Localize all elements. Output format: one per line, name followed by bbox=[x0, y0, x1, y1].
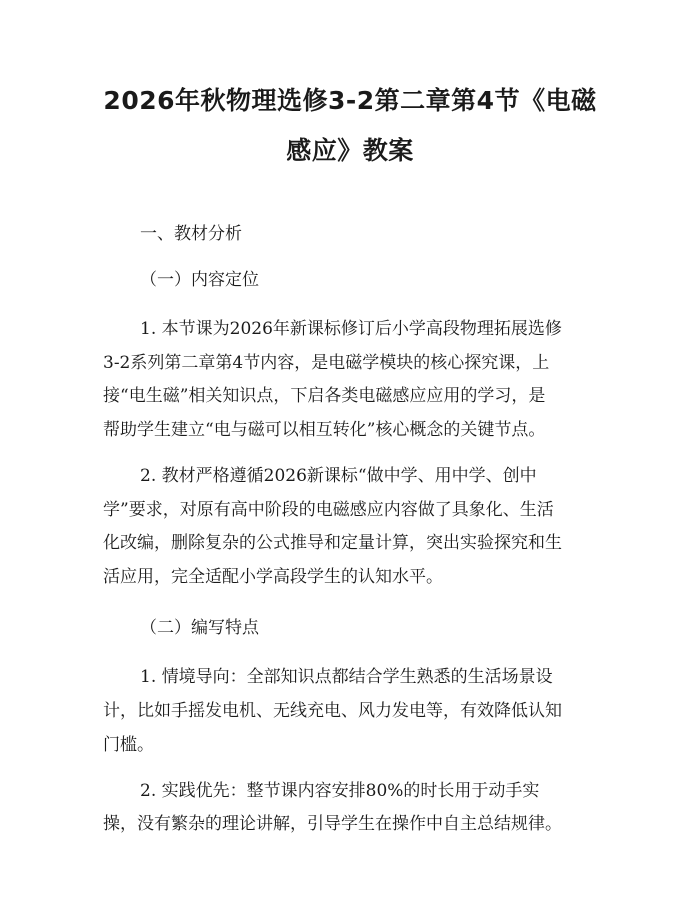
paragraph bbox=[103, 463, 597, 590]
paragraph-line: 帮助学生建立“电与磁可以相互转化”核心概念的关键节点。 bbox=[103, 420, 546, 441]
paragraph-line: 2. 实践优先：整节课内容安排80%的时长用于动手实 bbox=[140, 780, 540, 801]
paragraph-line: 1. 本节课为2026年新课标修订后小学高段物理拓展选修 bbox=[140, 319, 562, 339]
paragraph-line: 学”要求，对原有高中阶段的电磁感应内容做了具象化、生活 bbox=[103, 499, 554, 520]
document-title bbox=[103, 0, 597, 176]
paragraph-line: 2. 教材严格遵循2026新课标“做中学、用中学、创中 bbox=[140, 466, 537, 487]
paragraph-line: 3-2系列第二章第4节内容，是电磁学模块的核心探究课，上 bbox=[103, 352, 550, 373]
subsection-heading: （二）编写特点 bbox=[140, 618, 259, 639]
paragraph-line: 活应用，完全适配小学高段学生的认知水平。 bbox=[103, 567, 443, 588]
paragraph-line: 计，比如手摇发电机、无线充电、风力发电等，有效降低认知 bbox=[103, 700, 562, 721]
paragraph bbox=[103, 664, 597, 757]
title-line: 感应》教案 bbox=[286, 136, 414, 165]
paragraph bbox=[103, 778, 597, 838]
section-heading: 一、教材分析 bbox=[140, 224, 242, 244]
paragraph-line: 1. 情境导向：全部知识点都结合学生熟悉的生活场景设 bbox=[140, 667, 553, 688]
paragraph-line: 门槛。 bbox=[103, 734, 154, 755]
subsection-heading: （一）内容定位 bbox=[140, 270, 259, 290]
paragraph bbox=[103, 316, 597, 443]
paragraph-line: 接“电生磁”相关知识点，下启各类电磁感应应用的学习，是 bbox=[103, 386, 546, 407]
paragraph-line: 化改编，删除复杂的公式推导和定量计算，突出实验探究和生 bbox=[103, 533, 562, 554]
title-line: 2026年秋物理选修3-2第二章第4节《电磁 bbox=[103, 86, 597, 115]
paragraph-line: 操，没有繁杂的理论讲解，引导学生在操作中自主总结规律。 bbox=[103, 814, 562, 835]
